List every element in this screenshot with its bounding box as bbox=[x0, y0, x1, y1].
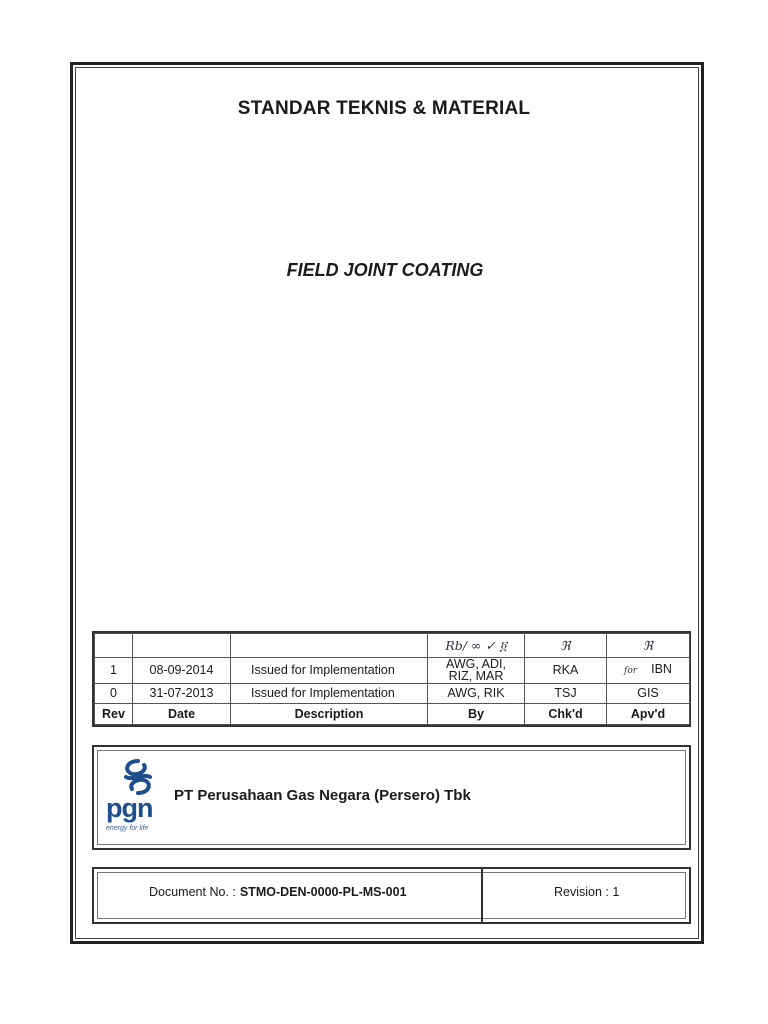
pgn-logo bbox=[106, 759, 166, 837]
header-row bbox=[95, 703, 690, 724]
chkd-cell: RKA bbox=[525, 658, 607, 683]
rev-cell: 0 bbox=[95, 683, 133, 703]
logo-tagline: energy for life bbox=[106, 825, 149, 832]
document-number-label: Document No. : bbox=[149, 885, 236, 899]
document-subtitle: FIELD JOINT COATING bbox=[286, 260, 484, 280]
doc-box-divider bbox=[481, 869, 483, 922]
company-name: PT Perusahaan Gas Negara (Persero) Tbk bbox=[174, 787, 471, 804]
chkd-cell: TSJ bbox=[525, 683, 607, 703]
sig-cell-rev bbox=[95, 634, 133, 658]
header-rev: Rev bbox=[95, 703, 133, 724]
by-line-1: AWG, ADI, bbox=[446, 657, 506, 672]
logo-wordmark: pgn bbox=[106, 793, 153, 823]
table-row bbox=[95, 683, 690, 703]
by-line-2: RIZ, MAR bbox=[448, 669, 504, 684]
signature-by: Rb/ ∞ ✓ ፬ bbox=[428, 634, 525, 658]
header-apvd: Apv'd bbox=[607, 703, 690, 724]
apvd-value: IBN bbox=[651, 662, 672, 677]
description-cell: Issued for Implementation bbox=[231, 658, 428, 683]
signature-row bbox=[95, 634, 690, 658]
by-cell bbox=[428, 658, 525, 683]
document-number-box bbox=[92, 867, 691, 924]
signature-apvd: ℜ bbox=[607, 634, 690, 658]
date-cell: 08-09-2014 bbox=[133, 658, 231, 683]
document-number-value: STMO-DEN-0000-PL-MS-001 bbox=[239, 885, 407, 899]
sig-cell-date bbox=[133, 634, 231, 658]
header-date: Date bbox=[133, 703, 231, 724]
document-title: STANDAR TEKNIS & MATERIAL bbox=[237, 98, 531, 119]
header-description: Description bbox=[231, 703, 428, 724]
revision-number: Revision : 1 bbox=[554, 885, 620, 899]
signature-chkd: ℜ bbox=[525, 634, 607, 658]
apvd-note: for bbox=[624, 666, 638, 677]
document-number bbox=[149, 885, 407, 899]
revision-table bbox=[92, 631, 691, 727]
description-cell: Issued for Implementation bbox=[231, 683, 428, 703]
apvd-cell: GIS bbox=[607, 683, 690, 703]
by-cell: AWG, RIK bbox=[428, 683, 525, 703]
table-row bbox=[95, 658, 690, 683]
pgn-swirl-icon bbox=[118, 759, 158, 795]
rev-cell: 1 bbox=[95, 658, 133, 683]
company-box bbox=[92, 745, 691, 850]
header-by: By bbox=[428, 703, 525, 724]
header-chkd: Chk'd bbox=[525, 703, 607, 724]
date-cell: 31-07-2013 bbox=[133, 683, 231, 703]
sig-cell-description bbox=[231, 634, 428, 658]
apvd-cell bbox=[607, 658, 690, 683]
